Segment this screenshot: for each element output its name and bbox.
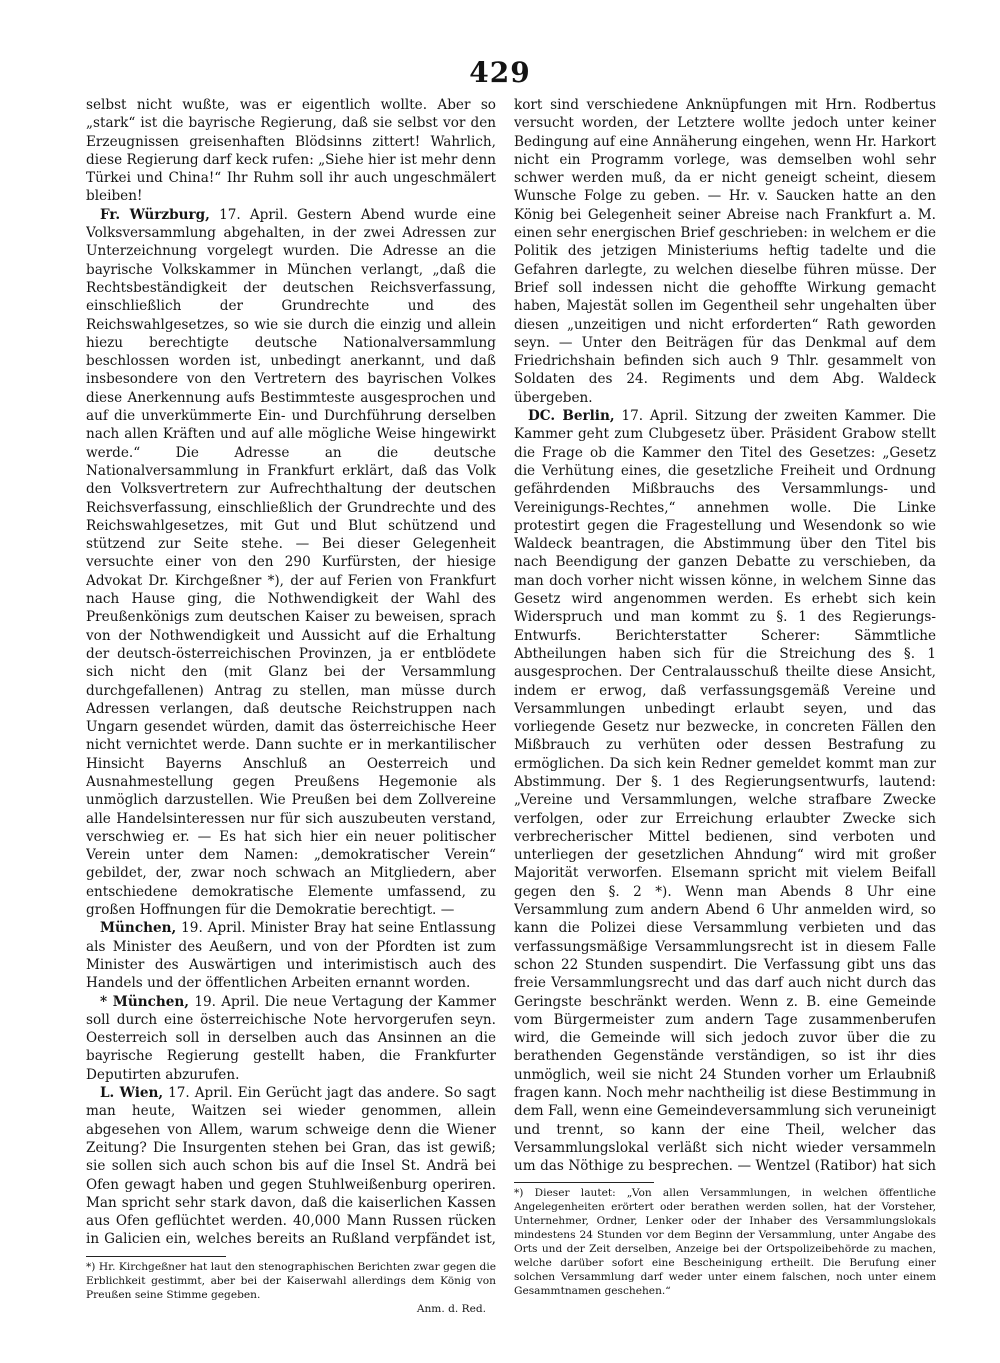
dateline: München,: [100, 920, 177, 937]
article-paragraph: [86, 206, 496, 920]
dateline: Fr. Würzburg,: [100, 206, 210, 223]
left-column: [86, 96, 496, 1248]
footnote-divider: [86, 1256, 226, 1257]
article-text: kort sind verschiedene Anknüpfungen mit Hrn. Rodbertus versucht worden, der Letztere wollte jedoch unter keiner Bedingung auf eine Annäherung eingehen, wenn Hr. Harkort nicht ein Programm vorlege, was demselben wohl sehr schwer werden muß, da er nicht geneigt scheint, diesem Wunsche Folge zu geben. — Hr. v. Saucken hatte an den König bei Gelegenheit seiner Abreise nach Frankfurt a. M. einen sehr energischen Brief geschrieben: in welchem er die Politik des jetzigen Ministeriums heftig tadelte und die Gefahren darlegte, zu welchen dieselbe führen müsse. Der Brief soll indessen nicht die gehoffte Wirkung gemacht haben, Majestät sollen im Gegentheil sehr ungehalten über diesen „unzeitigen und nicht erforderten“ Rath geworden seyn. — Unter den Beiträgen für das Denkmal auf dem Friedrichshain befinden sich auch 9 Thlr. gesammelt von Soldaten des 24. Regiments und dem Abg. Waldeck übergeben.: [514, 97, 936, 406]
article-paragraph: [86, 993, 496, 1084]
article-text: 19. April. Die neue Vertagung der Kammer soll durch eine österreichische Note hervorgerufen seyn. Oesterreich soll in derselben auch das Ansinnen an die bayrische Regierung gestellt haben, die Frankfurter Deputirten abzurufen.: [86, 993, 496, 1083]
article-paragraph: [86, 1084, 496, 1248]
article-text: 17. April. Gestern Abend wurde eine Volksversammlung abgehalten, in der zwei Adressen zur Unterzeichnung vorgelegt wurden. Die Adresse an die bayrische Volkskammer in München verlangt, „daß die Rechtsbeständigkeit der deutschen Reichsverfassung, einschließlich der Grundrechte und des Reichswahlgesetzes, so wie sie durch die einzig und allein hiezu berechtigte deutsche Nationalversammlung beschlossen worden ist, unbedingt anerkannt, und daß insbesondere von den Vertretern des bayrischen Volkes diese Anerkennung aufs Bestimmteste ausgesprochen und auf die unverkümmerte Ein- und Durchführung derselben nach allen Kräften und auf alle mögliche Weise hingewirkt werde.“ Die Adresse an die deutsche Nationalversammlung in Frankfurt erklärt, daß das Volk den Volksvertretern zur Aufrechthaltung der deutschen Reichsverfassung, einschließlich der Grundrechte und des Reichswahlgesetzes, mit Gut und Blut schützend und stützend zur Seite stehe. — Bei dieser Gelegenheit versuchte einer von den 290 Kurfürsten, der hiesige Advokat Dr. Kirchgeßner *), der auf Ferien von Frankfurt nach Hause ging, die Nothwendigkeit der Wahl des Preußenkönigs zum deutschen Kaiser zu beweisen, sprach von der Nothwendigkeit und Aussicht auf die Erhaltung der deutsch-österreichischen Provinzen, ja er entblödete sich nicht den (mit Glanz bei der Versammlung durchgefallenen) Antrag zu stellen, man müsse durch Adressen verlangen, daß deutsche Reichstruppen nach Ungarn gesendet würden, damit das österreichische Heer nicht vernichtet werde. Dann suchte er in merkantilischer Hinsicht Bayerns Anschluß an Oesterreich und Ausnahmestellung gegen Preußens Hegemonie als unmöglich darzustellen. Wie Preußen bei dem Zollvereine alle Handelsinteressen nur für sich auszubeuten verstand, verschwieg er. — Es hat sich hier ein neuer politischer Verein unter dem Namen: „demokratischer Verein“ gebildet, der, zwar noch schwach an Mitgliedern, aber entschiedene demokratische Elemente umfassend, zu großen Hoffnungen für die Demokratie berechtigt. —: [86, 206, 496, 919]
footnote-divider: [514, 1182, 654, 1183]
footnote-right: [514, 1186, 936, 1326]
article-text: 17. April. Sitzung der zweiten Kammer. Die Kammer geht zum Clubgesetz über. Präsident Grabow stellt die Frage ob die Kammer den Titel des Gesetzes: „Gesetz die Verhütung eines, die gesetzliche Freiheit und Ordnung gefährdenden Mißbrauchs des Versammlungs- und Vereinigungs-Rechtes,“ annehmen wolle. Die Linke protestirt gegen die Fragestellung und Wesendonk so wie Waldeck beantragen, die Abstimmung über den Titel bis nach Beendigung der ganzen Debatte zu verschieben, da man doch vorher nicht wissen könne, in welchem Sinne das Gesetz wird angenommen werden. Es erhebt sich kein Widerspruch und man kommt zu §. 1 des Regierungs-Entwurfs. Berichterstatter Scherer: Sämmtliche Abtheilungen haben sich für die Streichung des §. 1 ausgesprochen. Der Centralausschuß theilte diese Ansicht, indem er erwog, daß verfassungsgemäß Vereine und Versammlungen unbedingt erlaubt seyen, und das vorliegende Gesetz nur bezwecke, in concreten Fällen den Mißbrauch zu verhüten oder dessen Bestrafung zu ermöglichen. Da sich kein Redner gemeldet kommt man zur Abstimmung. Der §. 1 des Regierungsentwurfs, lautend: „Vereine und Versammlungen, welche strafbare Zwecke verfolgen, oder zur Erreichung erlaubter Zwecke sich verbrecherischer Mittel bedienen, sind verboten und unterliegen der gesetzlichen Ahndung“ wird mit großer Majorität verworfen. Elsemann spricht mit vielem Beifall gegen den §. 2 *). Wenn man Abends 8 Uhr eine Versammlung zum andern Abend 6 Uhr anmelden wird, so kann die Polizei diese Versammlung verbieten und das verfassungsmäßige Versammlungsrecht ist in diesem Falle schon 22 Stunden suspendirt. Die Verfassung gibt uns das freie Versammlungsrecht und das darf auch nicht durch das Geringste beschränkt werden. Wenn z. B. eine Gemeinde vom Bürgermeister zum andern Tage zusammenberufen wird, die Gemeinde will sich jedoch zuvor über die zu berathenden Gegenstände verständigen, so ist ihr dies unmöglich, weil sie nicht 24 Stunden vorher um Erlaubniß fragen kann. Noch mehr nachtheilig ist diese Bestimmung in dem Fall, wenn eine Gemeindeversammlung sich veruneinigt und trennt, so kann der eine Theil, welcher das Versammlungslokal verläßt sich nicht wieder versammeln um das Nöthige zu besprechen. — Wentzel (Ratibor) hat sich: [514, 408, 936, 1175]
dateline: DC. Berlin,: [528, 408, 615, 425]
dateline: L. Wien,: [100, 1085, 164, 1102]
article-text: 19. April. Minister Bray hat seine Entlassung als Minister des Aeußern, und von der Pfordten ist zum Minister des Auswärtigen und interimistisch auch des Handels und der öffentlichen Arbeiten ernannt worden.: [86, 920, 496, 992]
footnote-text: *) Hr. Kirchgeßner hat laut den stenographischen Berichten zwar gegen die Erblichkeit gestimmt, aber bei der Kaiserwahl allerdings dem König von Preußen seine Stimme gegeben.: [86, 1261, 496, 1301]
article-paragraph: [514, 96, 936, 407]
dateline: * München,: [100, 993, 190, 1010]
article-text: 17. April. Ein Gerücht jagt das andere. So sagt man heute, Waitzen sei wieder genommen, allein abgesehen von Allem, warum schweige denn die Wiener Zeitung? Die Insurgenten stehen bei Gran, das ist gewiß; sie sollen sich auch schon bis auf die Insel St. Andrä bei Ofen gewagt haben und gegen Stuhlweißenburg operiren. Man spricht sehr stark davon, daß die kaiserlichen Kassen aus Ofen geflüchtet werden. 40,000 Mann Russen rücken in Galicien ein, welches bereits an Rußland verpfändet ist,: [86, 1085, 496, 1248]
article-paragraph: [86, 919, 496, 992]
footnote-signature: Anm. d. Red.: [416, 1303, 486, 1315]
article-paragraph: [514, 407, 936, 1176]
article-text: selbst nicht wußte, was er eigentlich wollte. Aber so „stark“ ist die bayrische Regierung, daß sie selbst vor den Erzeugnissen greisenhaften Blödsinns zittert! Wahrlich, diese Regierung darf keck rufen: „Siehe hier ist mehr denn Türkei und China!“ Ihr Ruhm soll ihr auch ungeschmälert bleiben!: [86, 97, 496, 205]
footnote-text: *) Dieser lautet: „Von allen Versammlungen, in welchen öffentliche Angelegenheiten erörtert oder berathen werden sollen, hat der Vorsteher, Unternehmer, Ordner, Lenker oder der Inhaber des Versammlungslokals mindestens 24 Stunden vor dem Beginn der Versammlung, unter Angabe des Orts und der Zeit derselben, Anzeige bei der Ortspolizeibehörde zu machen, welche darüber sofort eine Bescheinigung ertheilt. Die Berufung einer solchen Versammlung darf weder unter einem falschen, noch unter einem Gesammtnamen geschehen.“: [514, 1187, 936, 1297]
footnote-left: [86, 1260, 496, 1324]
right-column: [514, 96, 936, 1176]
article-paragraph: [86, 96, 496, 206]
page-number: 429: [469, 56, 531, 89]
